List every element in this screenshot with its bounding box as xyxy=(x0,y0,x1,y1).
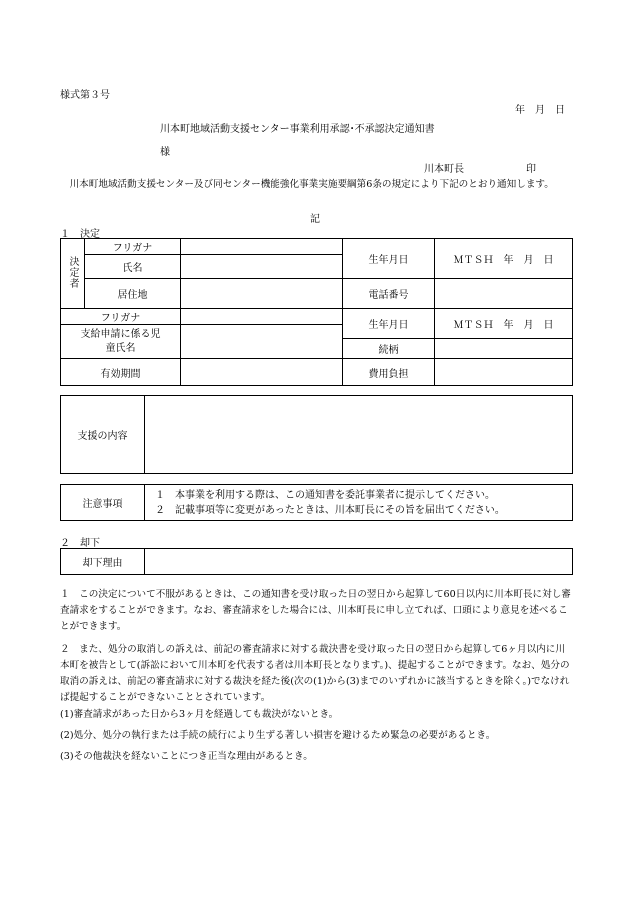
document-title: 川本町地域活動支援センター事業利用承認･不承認決定通知書 xyxy=(160,124,435,135)
furigana-cell xyxy=(181,239,343,255)
paragraph-2: ２ また、処分の取消しの訴えは、前記の審査請求に対する裁決書を受け取った日の翌日から起算して6ヶ月以内に川本町を被告として(訴訟において川本町を代表する者は川本町長となります。)、提起することができます。なお、処分の取消の訴えは、前記の審査請求に対する裁決を経た後(次の(1)から(3)までのいずれかに該当するときを除く。)でなければ提起することができないこととされています。 xyxy=(60,644,570,703)
child-furigana-cell xyxy=(181,309,343,325)
child-name-label: 支給申請に係る児童氏名 xyxy=(61,325,181,359)
date-line: 年 月 日 xyxy=(515,105,565,116)
furigana-label: フリガナ xyxy=(85,239,181,255)
notes-cell xyxy=(145,485,573,521)
decision-table xyxy=(60,238,573,386)
note-item-1: １ 本事業を利用する際は、この通知書を委託事業者に提示してください。 xyxy=(155,489,495,501)
name-cell xyxy=(181,255,343,279)
validity-label: 有効期間 xyxy=(61,359,181,386)
phone-label: 電話番号 xyxy=(343,279,435,309)
ki-heading: 記 xyxy=(310,214,320,225)
list-item-2: (2)処分、処分の執行または手続の続行により生ずる著しい損害を避けるため緊急の必要があるとき。 xyxy=(60,730,496,741)
phone-cell xyxy=(435,279,573,309)
intro-text: 川本町地域活動支援センター及び同センター機能強化事業実施要綱第6条の規定により下記のとおり通知します。 xyxy=(60,179,554,190)
cost-label: 費用負担 xyxy=(343,359,435,386)
seal-mark: 印 xyxy=(526,164,536,175)
note-item-2: ２ 記載事項等に変更があったときは、川本町長にその旨を届出てください。 xyxy=(155,504,505,516)
birth-label: 生年月日 xyxy=(343,239,435,279)
section-rejection-heading: ２ 却下 xyxy=(60,538,100,549)
decider-label: 決定者 xyxy=(61,239,85,309)
issuer: 川本町長 xyxy=(424,164,464,175)
child-furigana-label: フリガナ xyxy=(61,309,181,325)
notes-label: 注意事項 xyxy=(61,485,145,521)
address-label: 居住地 xyxy=(85,279,181,309)
rejection-cell xyxy=(145,549,573,575)
list-item-3: (3)その他裁決を経ないことにつき正当な理由があるとき。 xyxy=(60,751,313,762)
name-label: 氏名 xyxy=(85,255,181,279)
child-birth-value: ＭＴＳＨ 年 月 日 xyxy=(435,309,573,339)
support-label: 支援の内容 xyxy=(61,396,145,474)
validity-cell xyxy=(181,359,343,386)
support-table xyxy=(60,395,573,474)
recipient-suffix: 様 xyxy=(160,147,170,158)
birth-value: ＭＴＳＨ 年 月 日 xyxy=(435,239,573,279)
rejection-label: 却下理由 xyxy=(61,549,145,575)
list-item-1: (1)審査請求があった日から3ヶ月を経過しても裁決がないとき。 xyxy=(60,709,339,720)
relation-cell xyxy=(435,339,573,359)
relation-label: 続柄 xyxy=(343,339,435,359)
address-cell xyxy=(181,279,343,309)
support-cell xyxy=(145,396,573,474)
rejection-table xyxy=(60,548,573,575)
paragraph-1: １ この決定について不服があるときは、この通知書を受け取った日の翌日から起算して60日以内に川本町長に対し審査請求をすることができます。なお、審査請求をした場合には、川本町長に申し立てれば、口頭により意見を述べることができます。 xyxy=(60,589,571,632)
notes-table xyxy=(60,484,573,521)
cost-cell xyxy=(435,359,573,386)
child-name-cell xyxy=(181,325,343,359)
child-birth-label: 生年月日 xyxy=(343,309,435,339)
section-decision-heading: １ 決定 xyxy=(60,229,100,240)
form-number: 様式第３号 xyxy=(60,90,110,101)
